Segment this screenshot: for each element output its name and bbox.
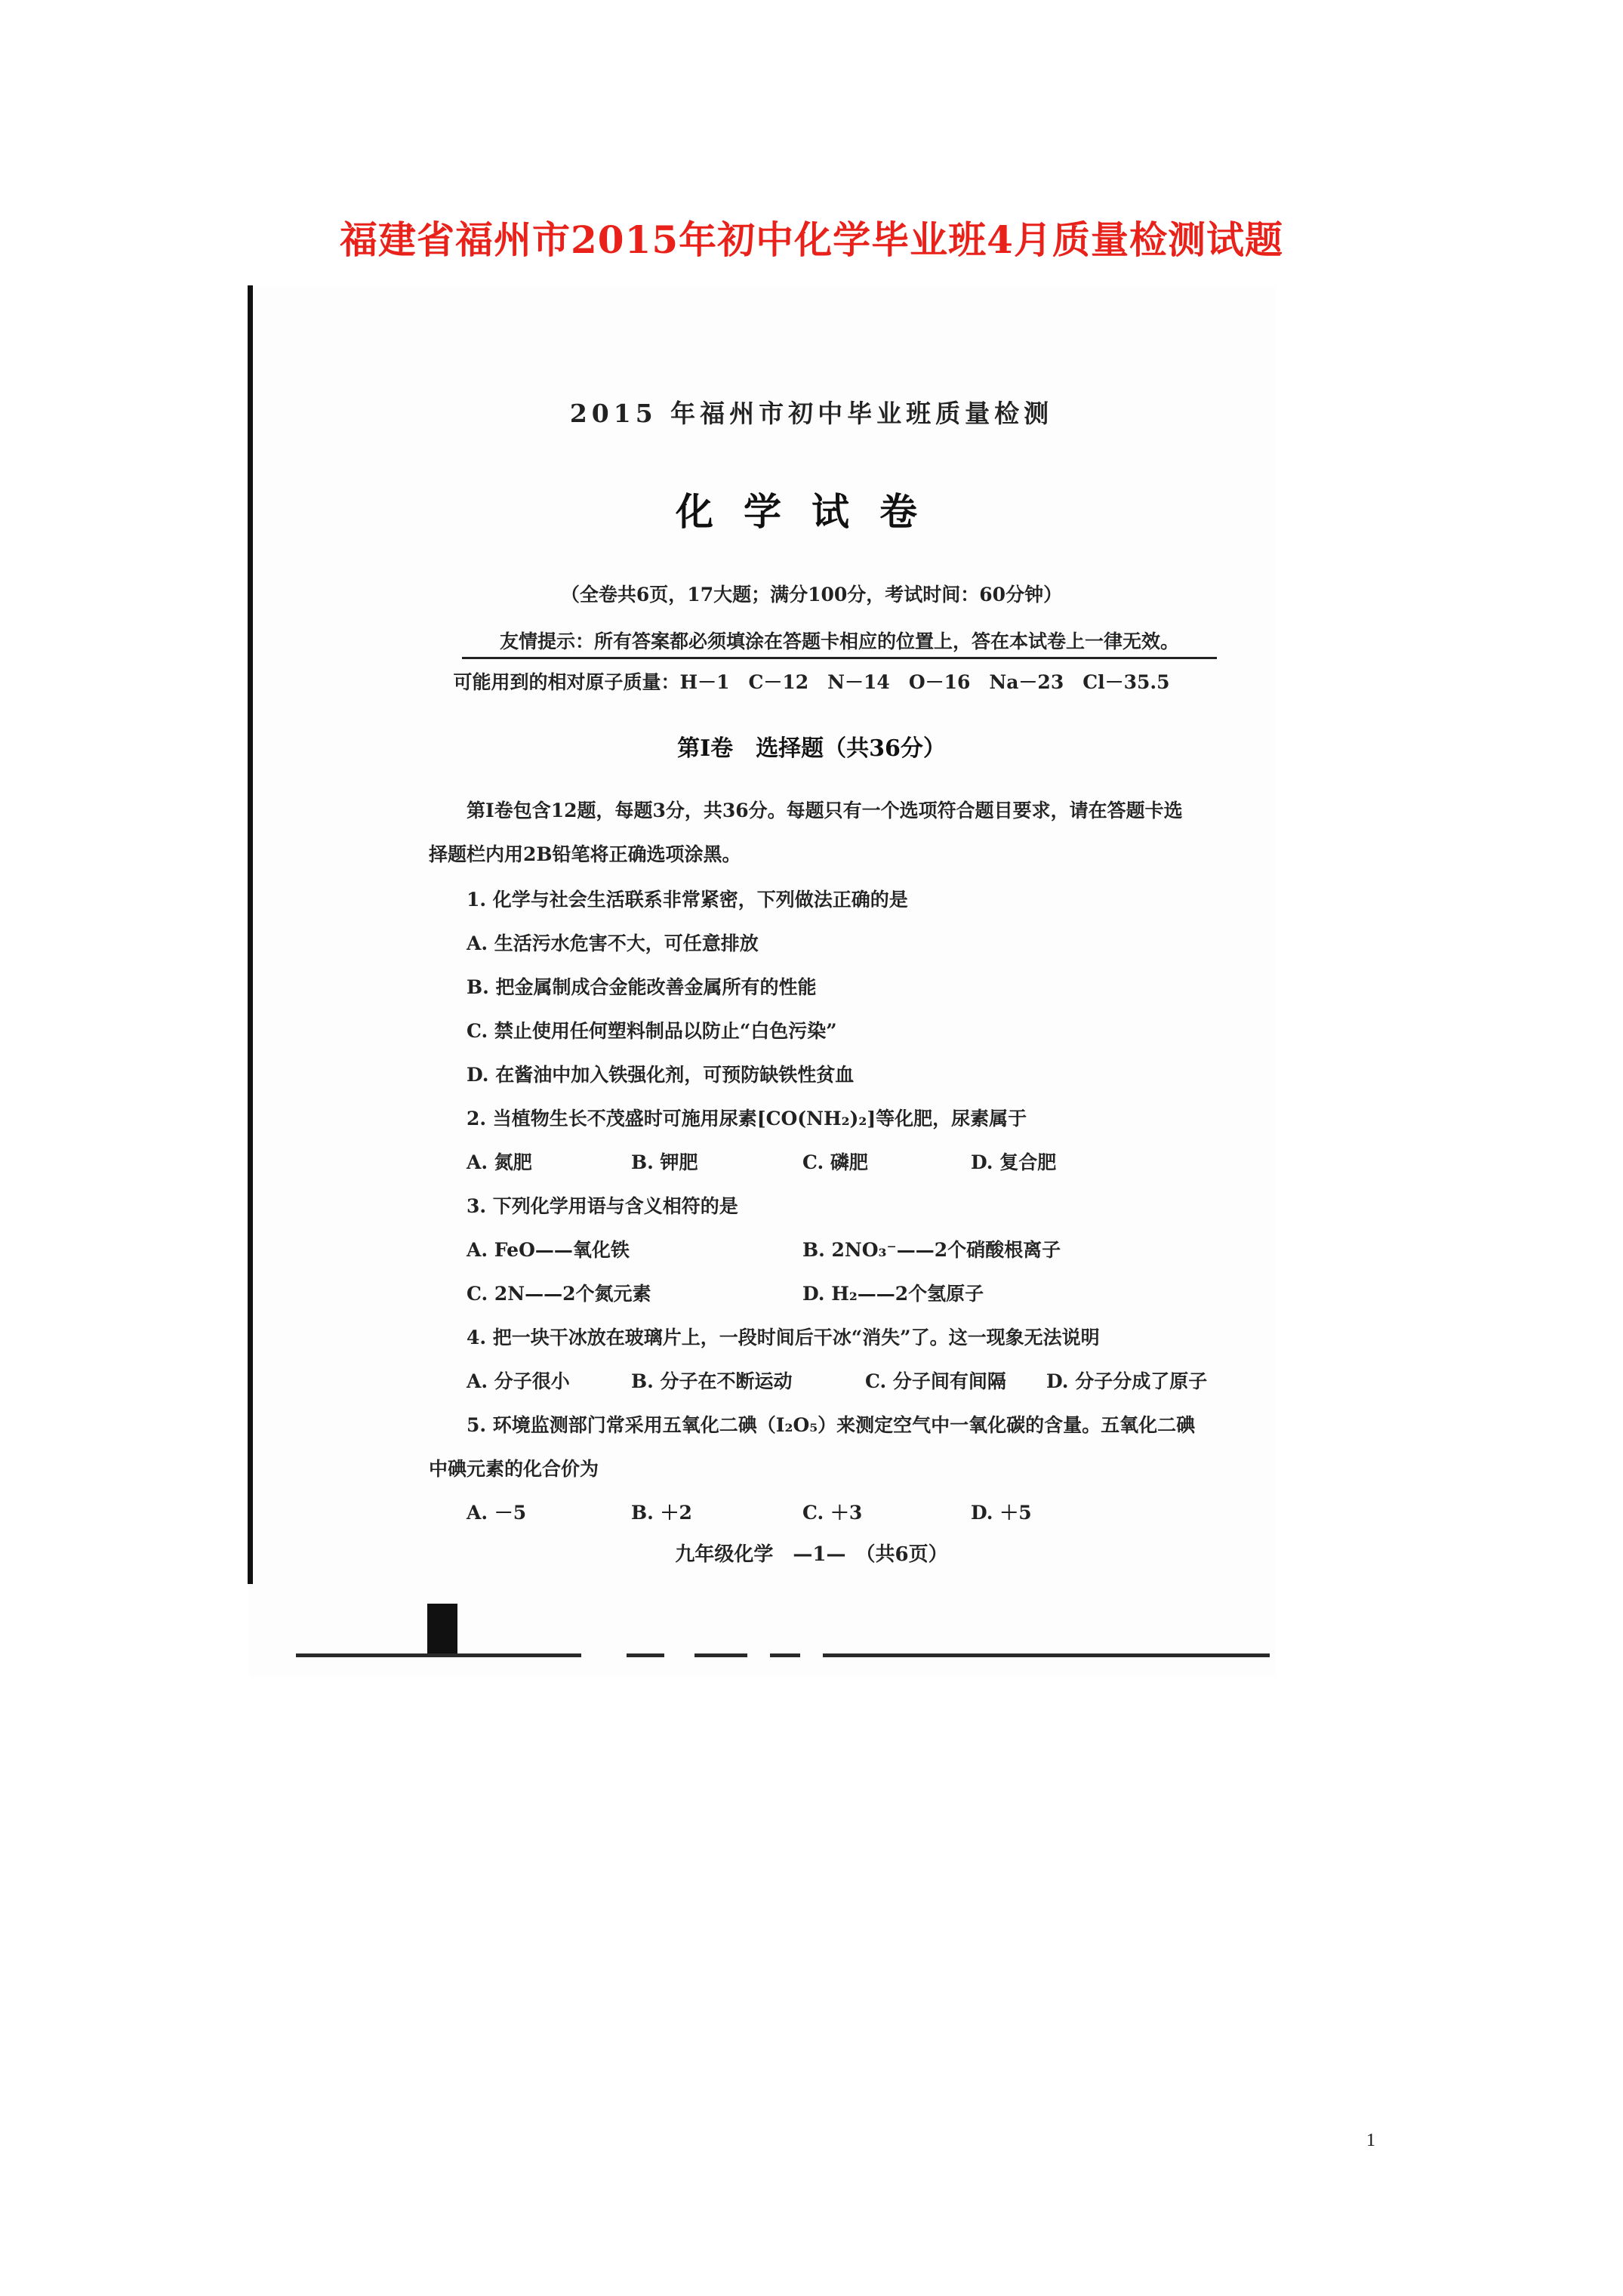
question-3-option-d: D. H₂——2个氢原子 [802, 1283, 984, 1305]
atomic-masses: 可能用到的相对原子质量：H－1 C－12 N－14 O－16 Na－23 Cl－35.5 [453, 671, 1170, 693]
question-2-options [467, 1148, 1221, 1173]
question-5-option-a: A. －5 [467, 1502, 527, 1524]
exam-subject: 化学试卷 [676, 489, 947, 534]
question-5-stem: 5. 环境监测部门常采用五氧化二碘（I₂O₅）来测定空气中一氧化碳的含量。五氧化二碘 [467, 1414, 1196, 1436]
question-3-options-row2 [467, 1279, 1221, 1305]
scan-left-border [248, 285, 253, 1584]
section-title: 第Ⅰ卷 选择题（共36分） [677, 735, 946, 762]
scan-registration-mark [427, 1604, 457, 1653]
question-4-option-b: B. 分子在不断运动 [631, 1370, 793, 1392]
scan-line-gap [664, 1650, 694, 1659]
question-3-option-b: B. 2NO₃⁻——2个硝酸根离子 [802, 1239, 1061, 1261]
question-4-options [467, 1367, 1252, 1392]
question-2-option-a: A. 氮肥 [467, 1151, 532, 1173]
question-2-option-d: D. 复合肥 [971, 1151, 1057, 1173]
exam-page-footer: 九年级化学 —1— （共6页） [675, 1543, 948, 1566]
question-5-options [467, 1498, 1221, 1524]
question-5-option-d: D. ＋5 [971, 1502, 1032, 1524]
question-4-option-d: D. 分子分成了原子 [1046, 1370, 1208, 1392]
instructions-line: 择题栏内用2B铅笔将正确选项涂黑。 [429, 843, 741, 865]
scan-bottom-line [296, 1653, 1270, 1657]
exam-meta: （全卷共6页，17大题；满分100分，考试时间：60分钟） [560, 584, 1063, 606]
scan-line-gap [581, 1650, 627, 1659]
question-1-option-c: C. 禁止使用任何塑料制品以防止“白色污染” [467, 1020, 837, 1042]
question-3-option-a: A. FeO——氧化铁 [467, 1239, 630, 1261]
question-4-option-a: A. 分子很小 [467, 1370, 570, 1392]
question-2-option-b: B. 钾肥 [631, 1151, 698, 1173]
question-5-stem-continued: 中碘元素的化合价为 [429, 1458, 599, 1480]
question-1-option-d: D. 在酱油中加入铁强化剂，可预防缺铁性贫血 [467, 1064, 855, 1086]
exam-notice: 友情提示：所有答案都必须填涂在答题卡相应的位置上，答在本试卷上一律无效。 [462, 627, 1217, 659]
question-1-option-a: A. 生活污水危害不大，可任意排放 [467, 932, 759, 954]
question-2-option-c: C. 磷肥 [802, 1151, 868, 1173]
question-3-stem: 3. 下列化学用语与含义相符的是 [467, 1195, 738, 1217]
question-3-option-c: C. 2N——2个氮元素 [467, 1283, 651, 1305]
question-5-option-b: B. ＋2 [631, 1502, 692, 1524]
page-number: 1 [1366, 2131, 1375, 2150]
question-1-stem: 1. 化学与社会生活联系非常紧密，下列做法正确的是 [467, 889, 908, 911]
question-3-options-row1 [467, 1235, 1221, 1261]
scan-line-gap [747, 1650, 770, 1659]
question-4-option-c: C. 分子间有间隔 [865, 1370, 1006, 1392]
exam-header: 2015 年福州市初中毕业班质量检测 [569, 399, 1054, 428]
instructions-line: 第Ⅰ卷包含12题，每题3分，共36分。每题只有一个选项符合题目要求，请在答题卡选 [467, 800, 1183, 821]
question-5-option-c: C. ＋3 [802, 1502, 863, 1524]
scan-line-gap [800, 1650, 823, 1659]
question-2-stem: 2. 当植物生长不茂盛时可施用尿素[CO(NH₂)₂]等化肥，尿素属于 [467, 1108, 1027, 1130]
document-title: 福建省福州市2015年初中化学毕业班4月质量检测试题 [340, 217, 1283, 262]
question-4-stem: 4. 把一块干冰放在玻璃片上，一段时间后干冰“消失”了。这一现象无法说明 [467, 1327, 1100, 1348]
question-1-option-b: B. 把金属制成合金能改善金属所有的性能 [467, 976, 817, 998]
